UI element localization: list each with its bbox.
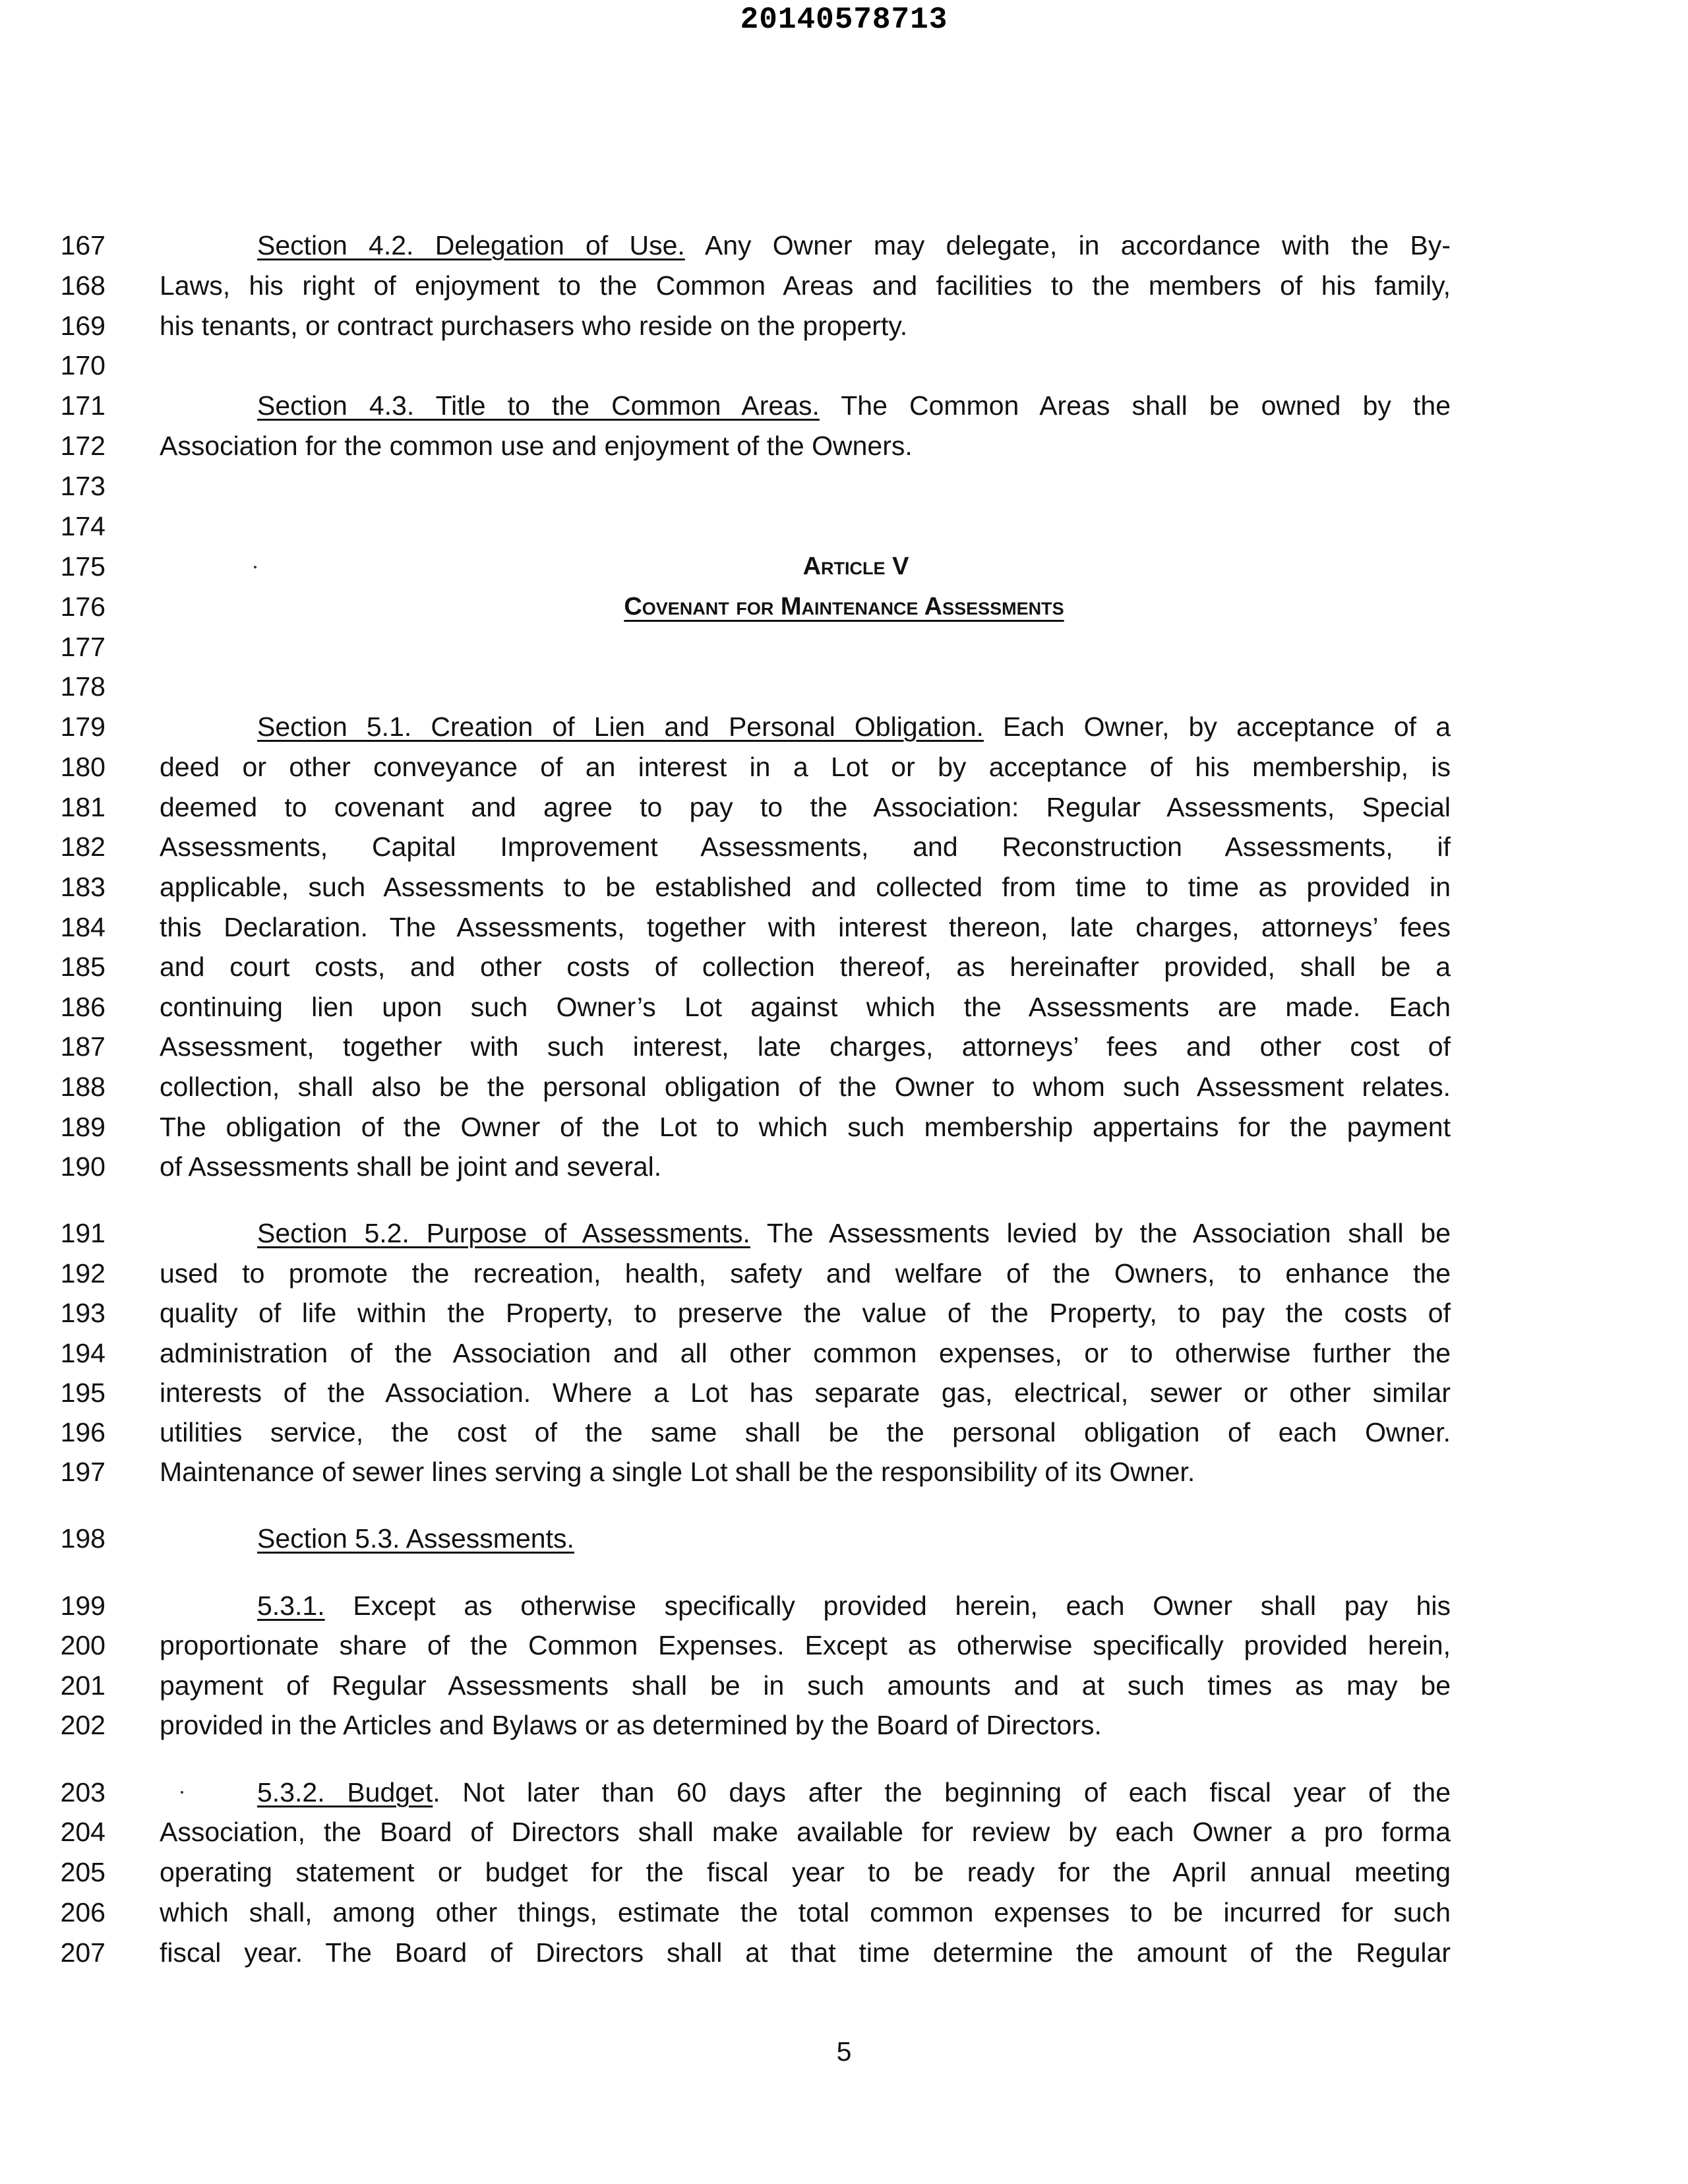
line-number: 190 [60,1151,106,1182]
line-number: 191 [60,1218,106,1248]
section-heading: Section 5.2. Purpose of Assessments. [257,1218,750,1248]
text-line: which shall, among other things, estimate the total common expenses to be incurred for such [160,1897,1451,1927]
line-number: 173 [60,471,106,501]
line-number: 206 [60,1897,106,1927]
line-number: 193 [60,1298,106,1328]
line-number: 186 [60,992,106,1022]
line-number: 179 [60,712,106,742]
text-line: The obligation of the Owner of the Lot to which such membership appertains for the payment [160,1112,1451,1142]
text-line: 5.3.2. Budget. Not later than 60 days after the beginning of each fiscal year of the [257,1777,1451,1807]
line-number: 180 [60,752,106,782]
line-number: 177 [60,632,106,662]
line-number: 189 [60,1112,106,1142]
text-line: this Declaration. The Assessments, together with interest thereon, late charges, attorneys’ fees [160,912,1451,942]
text-line: continuing lien upon such Owner’s Lot against which the Assessments are made. Each [160,992,1451,1022]
scan-speck [254,566,256,568]
text-line: administration of the Association and all other common expenses, or to otherwise further the [160,1338,1451,1368]
text-line: operating statement or budget for the fiscal year to be ready for the April annual meeting [160,1857,1451,1887]
section-heading: Section 4.2. Delegation of Use. [257,230,685,260]
text-line: payment of Regular Assessments shall be in such amounts and at such times as may be [160,1670,1451,1701]
scan-speck [181,1791,183,1794]
text-line: Section 5.2. Purpose of Assessments. The Assessments levied by the Association shall be [257,1218,1451,1248]
text-line: used to promote the recreation, health, safety and welfare of the Owners, to enhance the [160,1258,1451,1289]
text-line: Section 4.2. Delegation of Use. Any Owner may delegate, in accordance with the By- [257,230,1451,260]
line-number: 176 [60,592,106,622]
line-number: 192 [60,1258,106,1289]
line-number: 203 [60,1777,106,1807]
line-number: 199 [60,1591,106,1621]
line-number: 204 [60,1817,106,1847]
document-number: 20140578713 [740,3,948,37]
page-number: 5 [836,2036,852,2067]
line-number: 172 [60,431,106,461]
article-title: Article V [802,553,909,580]
text-line: Association, the Board of Directors shall make available for review by each Owner a pro forma [160,1817,1451,1847]
text-line: Maintenance of sewer lines serving a single Lot shall be the responsibility of its Owner. [160,1457,1195,1487]
text-line: proportionate share of the Common Expenses. Except as otherwise specifically provided herein, [160,1630,1451,1660]
text-line: deemed to covenant and agree to pay to the Association: Regular Assessments, Special [160,792,1451,822]
line-number: 187 [60,1031,106,1062]
section-heading: Section 5.3. Assessments. [257,1523,574,1554]
article-subtitle: Covenant for Maintenance Assessments [624,593,1064,621]
line-number: 198 [60,1523,106,1554]
text-line: Section 4.3. Title to the Common Areas. The Common Areas shall be owned by the [257,390,1451,421]
line-number: 196 [60,1417,106,1447]
text-line: Assessment, together with such interest, late charges, attorneys’ fees and other cost of [160,1031,1451,1062]
section-heading: Section 4.3. Title to the Common Areas. [257,390,820,421]
line-number: 185 [60,952,106,982]
line-number: 181 [60,792,106,822]
line-number: 195 [60,1378,106,1408]
text-line: and court costs, and other costs of collection thereof, as hereinafter provided, shall be a [160,952,1451,982]
text-line: applicable, such Assessments to be established and collected from time to time as provided in [160,872,1451,902]
line-number: 171 [60,390,106,421]
line-number: 167 [60,230,106,260]
line-number: 183 [60,872,106,902]
text-line: of Assessments shall be joint and several. [160,1151,662,1182]
line-number: 201 [60,1670,106,1701]
line-number: 175 [60,551,106,582]
line-number: 200 [60,1630,106,1660]
text-line: Section 5.1. Creation of Lien and Personal Obligation. Each Owner, by acceptance of a [257,712,1451,742]
line-number: 174 [60,511,106,541]
text-line: utilities service, the cost of the same shall be the personal obligation of each Owner. [160,1417,1451,1447]
subsection-heading: 5.3.2. Budget [257,1777,433,1807]
section-5-3 [257,1522,1451,1555]
text-line: 5.3.1. Except as otherwise specifically provided herein, each Owner shall pay his [257,1591,1451,1621]
text-line: interests of the Association. Where a Lot has separate gas, electrical, sewer or other similar [160,1378,1451,1408]
line-number: 202 [60,1710,106,1740]
section-heading: Section 5.1. Creation of Lien and Personal Obligation. [257,712,984,742]
line-number: 184 [60,912,106,942]
line-number: 205 [60,1857,106,1887]
subsection-heading: 5.3.1. [257,1591,325,1621]
line-number: 197 [60,1457,106,1487]
line-number: 170 [60,350,106,380]
text-line: quality of life within the Property, to preserve the value of the Property, to pay the costs of [160,1298,1451,1328]
text-line: his tenants, or contract purchasers who reside on the property. [160,311,908,341]
text-line: Association for the common use and enjoyment of the Owners. [160,431,913,461]
text-line: fiscal year. The Board of Directors shall at that time determine the amount of the Regular [160,1937,1451,1968]
text-line: Assessments, Capital Improvement Assessments, and Reconstruction Assessments, if [160,832,1451,862]
text-line: Laws, his right of enjoyment to the Common Areas and facilities to the members of his family, [160,270,1451,301]
line-number: 194 [60,1338,106,1368]
text-line: deed or other conveyance of an interest in a Lot or by acceptance of his membership, is [160,752,1451,782]
line-number: 182 [60,832,106,862]
line-number: 207 [60,1937,106,1968]
line-number: 169 [60,311,106,341]
text-line: collection, shall also be the personal obligation of the Owner to whom such Assessment relates. [160,1072,1451,1102]
line-number: 168 [60,270,106,301]
text-line: provided in the Articles and Bylaws or as determined by the Board of Directors. [160,1710,1102,1740]
line-number: 178 [60,671,106,702]
line-number: 188 [60,1072,106,1102]
